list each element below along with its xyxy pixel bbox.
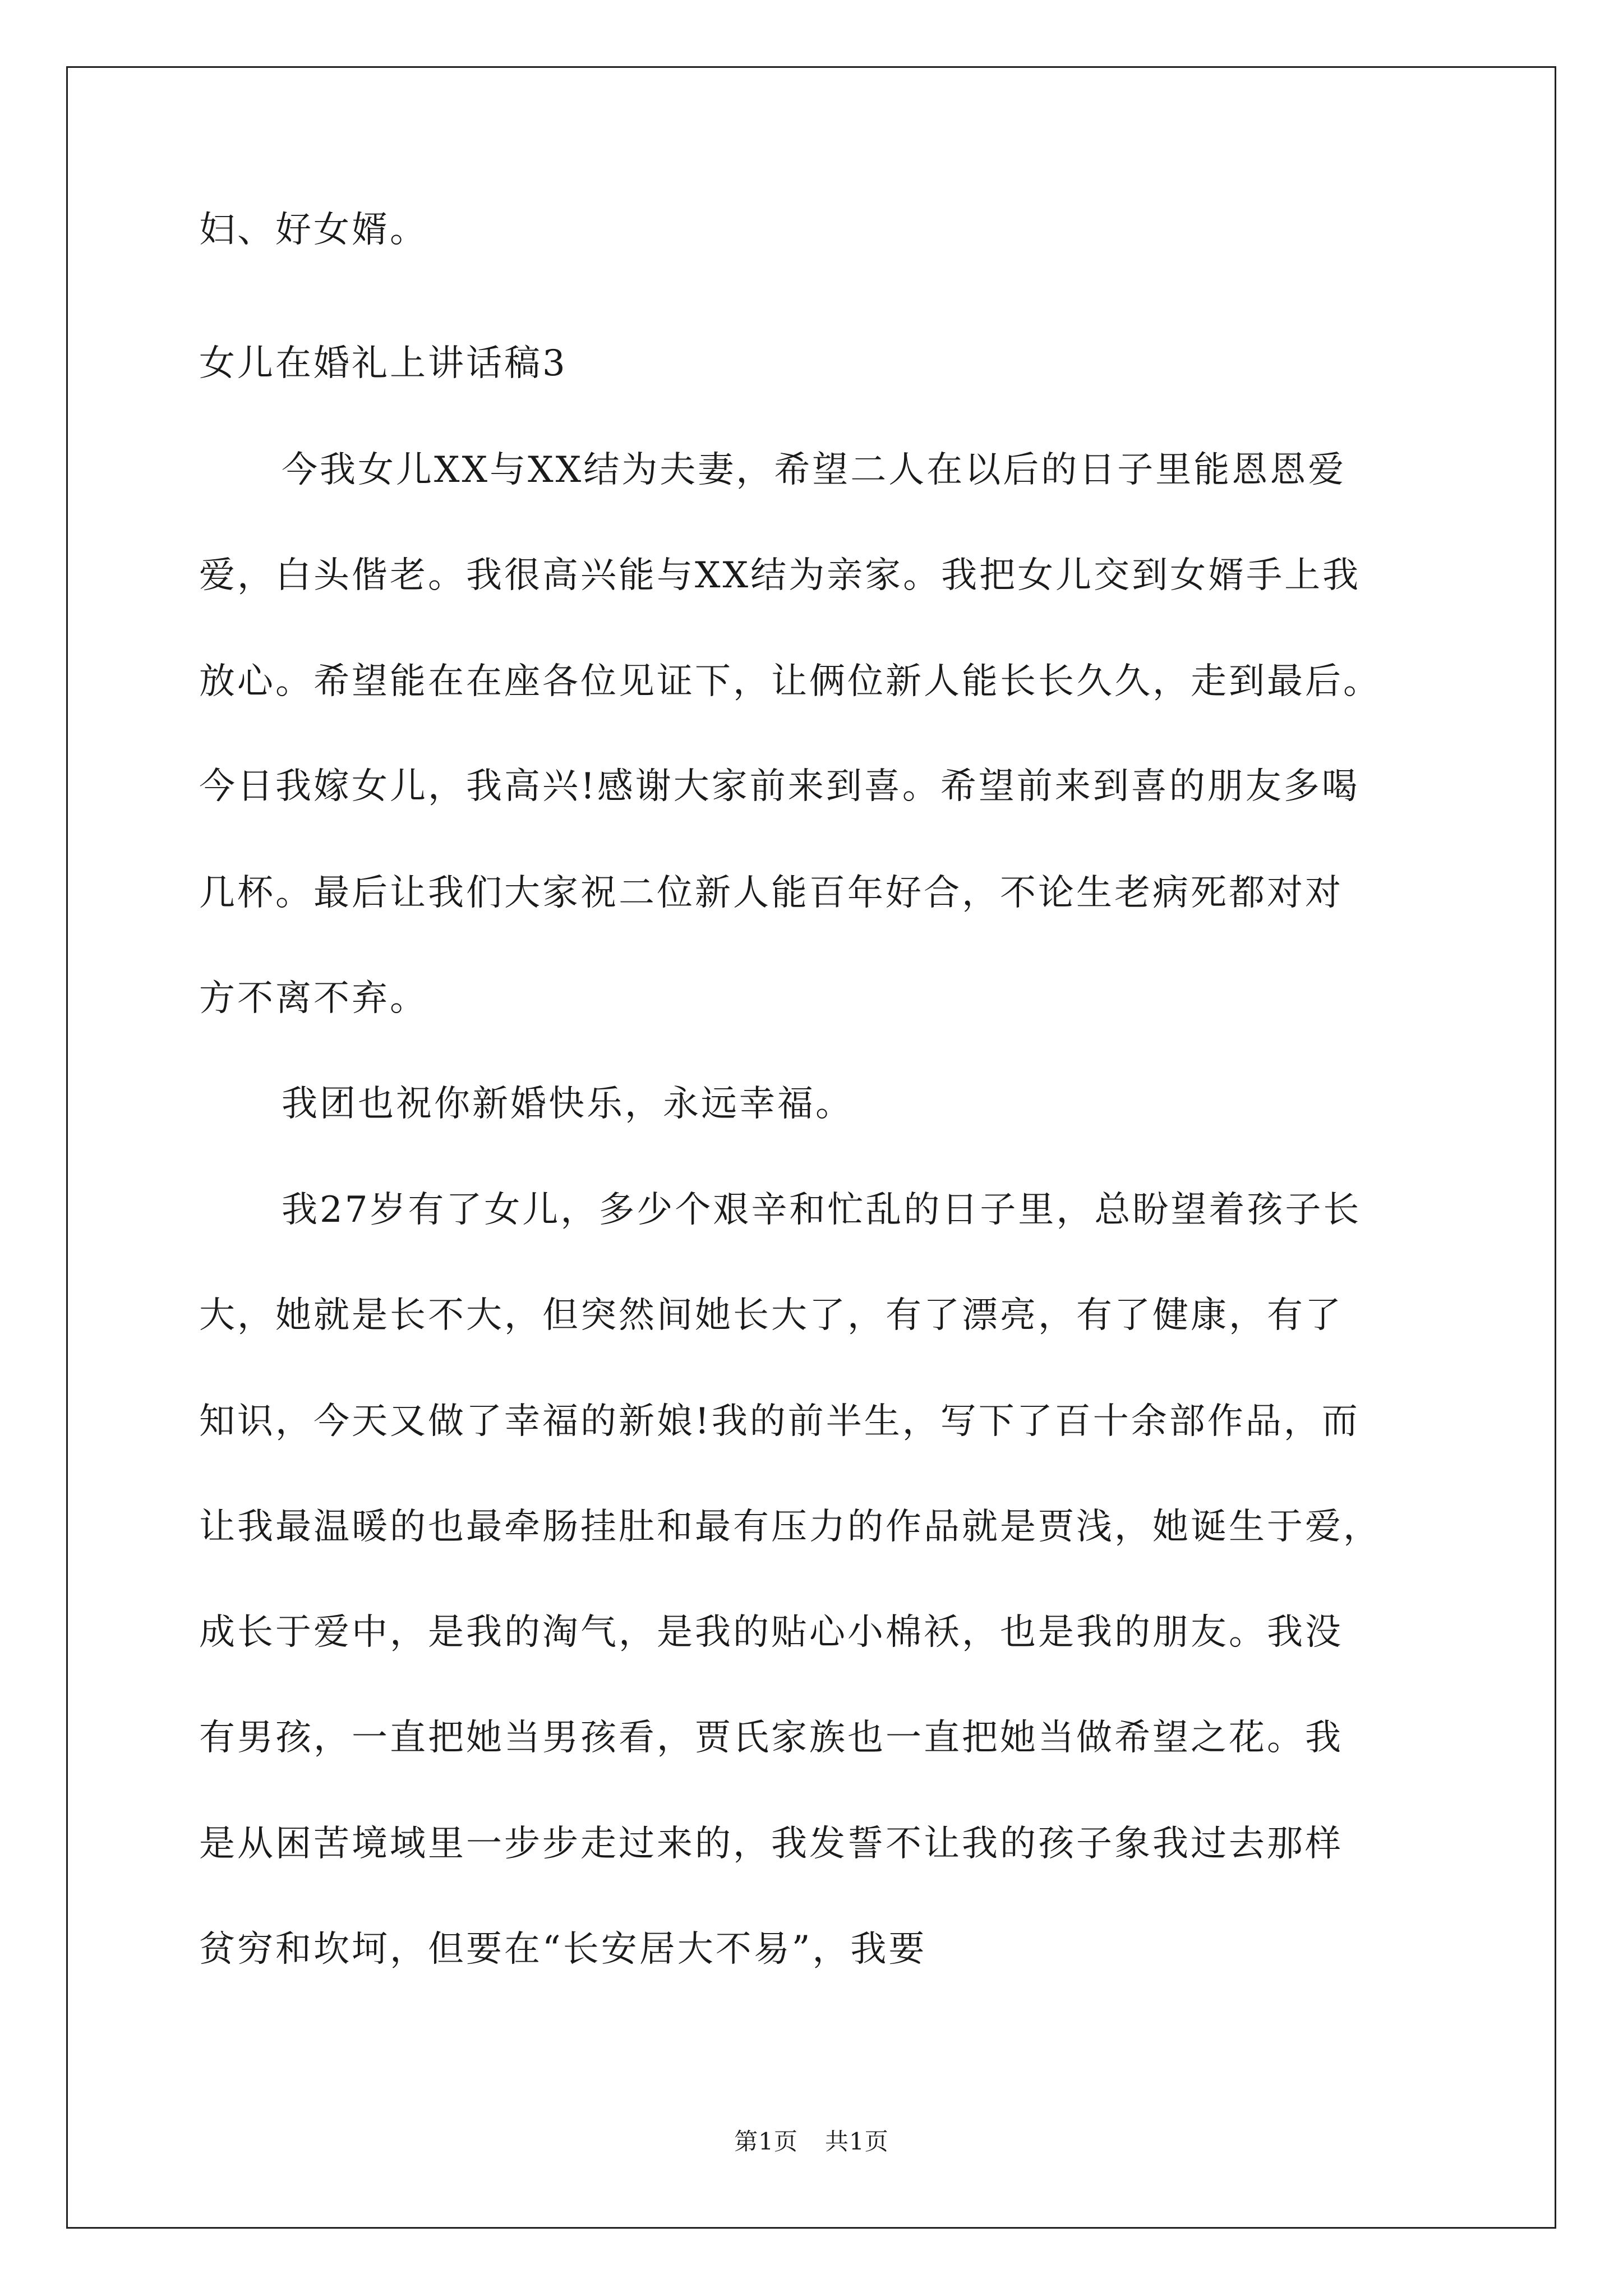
body-line: 是从困苦境域里一步步走过来的，我发誓不让我的孩子象我过去那样 (199, 1823, 1343, 1865)
body-line: 爱，白头偕老。我很高兴能与XX结为亲家。我把女儿交到女婿手上我 (199, 555, 1361, 596)
body-line: 有男孩，一直把她当男孩看，贾氏家族也一直把她当做希望之花。我 (199, 1717, 1343, 1759)
paragraph-start: 今我女儿XX与XX结为夫妻，希望二人在以后的日子里能恩恩爱 (282, 449, 1347, 491)
body-line: 知识，今天又做了幸福的新娘!我的前半生，写下了百十余部作品，而 (199, 1401, 1360, 1442)
page-total: 共1页 (825, 2128, 889, 2155)
body-line: 大，她就是长不大，但突然间她长大了，有了漂亮，有了健康，有了 (199, 1295, 1343, 1336)
body-line: 贫穷和坎坷，但要在“长安居大不易”，我要 (199, 1929, 927, 1970)
body-line: 方不离不弃。 (199, 978, 428, 1019)
body-line: 让我最温暖的也最牵肠挂肚和最有压力的作品就是贾浅，她诞生于爱， (199, 1506, 1381, 1548)
page-border (66, 66, 1556, 2229)
body-line: 放心。希望能在在座各位见证下，让俩位新人能长长久久，走到最后。 (199, 661, 1381, 702)
page-footer (0, 2128, 1623, 2156)
paragraph-start: 我团也祝你新婚快乐，永远幸福。 (282, 1083, 854, 1125)
paragraph-start: 我27岁有了女儿，多少个艰辛和忙乱的日子里，总盼望着孩子长 (282, 1189, 1362, 1231)
page-number: 第1页 (734, 2128, 798, 2155)
body-line: 几杯。最后让我们大家祝二位新人能百年好合，不论生老病死都对对 (199, 872, 1343, 914)
body-line: 妇、好女婿。 (199, 209, 428, 251)
body-line: 今日我嫁女儿，我高兴!感谢大家前来到喜。希望前来到喜的朋友多喝 (199, 766, 1360, 807)
section-heading: 女儿在婚礼上讲话稿3 (199, 343, 568, 384)
body-line: 成长于爱中，是我的淘气，是我的贴心小棉袄，也是我的朋友。我没 (199, 1612, 1343, 1653)
